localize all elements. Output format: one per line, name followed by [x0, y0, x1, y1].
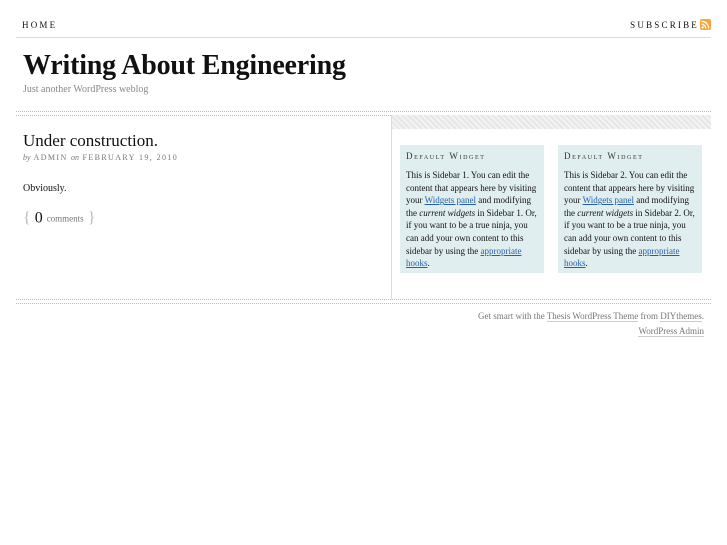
widget-text-part: and modifying the — [564, 195, 689, 218]
footer-middle: from — [640, 311, 658, 321]
post-byline — [23, 153, 178, 162]
widget-title: Default Widget — [406, 151, 486, 161]
sidebars — [392, 115, 711, 299]
post-title[interactable]: Under construction. — [23, 131, 159, 150]
widget-text-part: in Sidebar 2. Or, if you want to be a true ninja, you can add your own content to this sidebar by using the — [564, 207, 695, 256]
appropriate-hooks-link[interactable]: appropriate hooks — [406, 245, 522, 269]
footer-admin — [478, 326, 704, 336]
footer — [478, 311, 704, 336]
comments-link[interactable] — [23, 209, 95, 227]
widget-text-italic: current widgets — [577, 207, 634, 218]
nav-subscribe-link[interactable]: SUBSCRIBE — [630, 20, 699, 30]
widget-text — [406, 169, 540, 270]
widgets-panel-link[interactable]: Widgets panel — [424, 195, 476, 206]
post-author: ADMIN — [33, 153, 68, 162]
site-title[interactable]: Writing About Engineering — [23, 50, 346, 81]
sidebar-1-widget — [400, 145, 544, 273]
widget-text — [564, 169, 698, 270]
byline-by: by — [23, 153, 31, 162]
footer-suffix: . — [701, 311, 704, 321]
main-content — [16, 115, 391, 299]
footer-prefix: Get smart with the — [477, 311, 545, 321]
widgets-panel-link[interactable]: Widgets panel — [582, 195, 634, 206]
sidebar-2-widget — [558, 145, 702, 273]
post-body: Obviously. — [23, 183, 67, 194]
sidebar-pattern-band — [392, 115, 711, 129]
comment-label: comments — [46, 213, 84, 224]
widget-text-part: . — [585, 258, 588, 269]
nav-divider — [16, 37, 711, 38]
widget-text-italic: current widgets — [419, 207, 476, 218]
comments-close-brace: } — [87, 209, 96, 227]
widget-title: Default Widget — [564, 151, 644, 161]
widget-text-part: This is Sidebar 2. You can edit the content that appears here by visiting your — [564, 170, 695, 206]
widget-text-part: and modifying the — [406, 195, 531, 218]
footer-divider — [16, 299, 711, 304]
byline-on: on — [71, 153, 80, 162]
post-date: FEBRUARY 19, 2010 — [82, 153, 179, 162]
comment-count: 0 — [34, 209, 43, 227]
site-tagline: Just another WordPress weblog — [23, 84, 149, 95]
widget-text-part: . — [427, 258, 430, 269]
top-navigation — [22, 18, 711, 34]
wordpress-admin-link[interactable]: WordPress Admin — [638, 326, 704, 336]
widget-text-part: in Sidebar 1. Or, if you want to be a true ninja, you can add your own content to this sidebar by using the — [406, 207, 537, 256]
comments-open-brace: { — [23, 209, 31, 227]
diythemes-link[interactable]: DIYthemes — [660, 311, 702, 321]
thesis-theme-link[interactable]: Thesis WordPress Theme — [546, 311, 639, 321]
widget-text-part: This is Sidebar 1. You can edit the content that appears here by visiting your — [406, 170, 537, 206]
appropriate-hooks-link[interactable]: appropriate hooks — [564, 245, 680, 269]
footer-credit — [478, 311, 704, 325]
nav-home-link[interactable]: HOME — [22, 20, 58, 30]
rss-feed-icon[interactable] — [700, 19, 711, 30]
